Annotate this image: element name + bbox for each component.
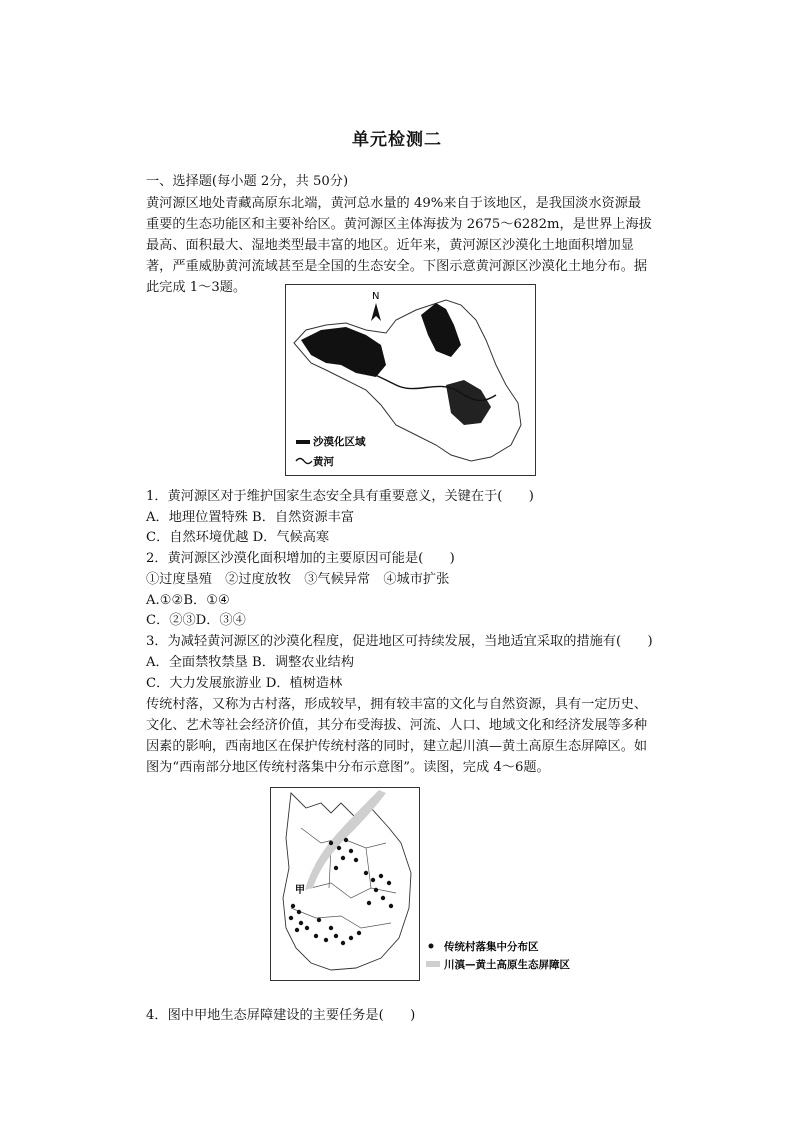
legend-river-swatch: [296, 459, 312, 464]
q1-options-ab: A．地理位置特殊 B．自然资源丰富: [146, 510, 355, 525]
q2-items: ①过度垦殖 ②过度放牧 ③气候异常 ④城市扩张: [146, 572, 450, 587]
passage-2: 传统村落，又称为古村落，形成较早，拥有较丰富的文化与自然资源，具有一定历史、文化、艺术等社会经济价值，其分布受海拔、河流、人口、地域文化和经济发展等多种因素的影响，西南地区在保护传统村落的同时，建立起川滇—黄土高原生态屏障区。如图为“西南部分地区传统村落集中分布示意图”。读图，完成 4～6题。: [146, 697, 648, 775]
passage-1: 黄河源区地处青藏高原东北端，黄河总水量的 49%来自于该地区，是我国淡水资源最重要的生态功能区和主要补给区。黄河源区主体海拔为 2675～6282m，是世界上海拔最高、面积最大、湿地类型最丰富的地区。近年来，黄河源区沙漠化土地面积增加显著，严重威胁黄河流域甚至是全国的生态安全。下图示意黄河源区沙漠化土地分布。据此完成 1～3题。: [146, 196, 652, 295]
villages-map: [270, 787, 420, 981]
q3-stem: 3．为减轻黄河源区的沙漠化程度，促进地区可持续发展，当地适宜采取的措施有( ): [146, 634, 653, 649]
north-arrow-icon: [371, 303, 381, 321]
north-label: N: [372, 291, 380, 302]
label-jia: 甲: [295, 885, 305, 896]
legend-desert-swatch: [296, 440, 310, 444]
legend-desert-label: 沙漠化区域: [313, 436, 366, 448]
section-heading: 一、选择题(每小题 2分，共 50分): [146, 174, 349, 189]
q2-stem: 2．黄河源区沙漠化面积增加的主要原因可能是( ): [146, 551, 455, 566]
legend-village-dot: [429, 944, 434, 949]
q3-options-ab: A．全面禁牧禁垦 B．调整农业结构: [146, 655, 355, 670]
villages-map-legend: [426, 940, 606, 980]
q2-options-cd: C．②③D．③④: [146, 613, 246, 628]
page-title: 单元检测二: [352, 130, 442, 150]
q1-options-cd: C．自然环境优越 D．气候高寒: [146, 530, 330, 545]
desertification-map: [285, 284, 536, 476]
q2-options-ab: A.①②B．①④: [146, 593, 230, 608]
q4-stem: 4．图中甲地生态屏障建设的主要任务是( ): [146, 1008, 416, 1023]
q3-options-cd: C．大力发展旅游业 D．植树造林: [146, 676, 343, 691]
legend-villages-label: 传统村落集中分布区: [444, 941, 539, 953]
legend-barrier-swatch: [426, 961, 440, 967]
boundary-outer: [283, 793, 411, 970]
legend-river-label: 黄河: [313, 456, 334, 468]
q1-stem: 1．黄河源区对于维护国家生态安全具有重要意义，关键在于( ): [146, 489, 534, 504]
legend-barrier-label: 川滇—黄土高原生态屏障区: [444, 959, 570, 971]
